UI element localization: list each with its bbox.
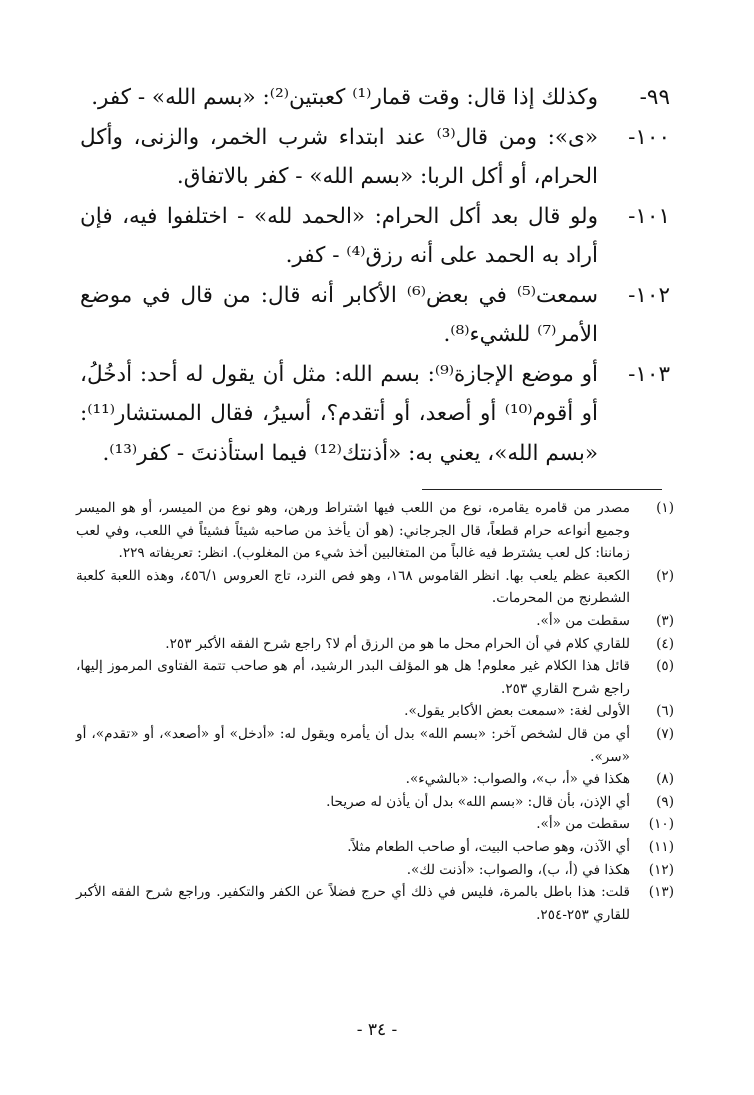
paragraph-text: «ى»: ومن قال⁽³⁾ عند ابتداء شرب الخمر، والزنى، وأكل الحرام، أو أكل الربا: «بسم الله» - كفر بالاتفاق. [80,124,598,189]
footnote-2 [76,565,674,610]
footnote-12 [76,859,674,882]
paragraph-number: ٩٩- [639,85,670,110]
footnote-1 [76,497,674,565]
footnote-text: قائل هذا الكلام غير معلوم! هل هو المؤلف البدر الرشيد، أم هو صاحب تتمة الفتاوى المرموز إليها، راجع شرح القاري ٢٥٣. [76,658,630,697]
footnote-number: (٧) [656,725,674,742]
paragraph-text: أو موضع الإجازة⁽⁹⁾: بسم الله: مثل أن يقول له أحد: أدخُلُ، أو أقوم⁽¹⁰⁾ أو أصعد، أو أتقدم؟، أسيرُ، فقال المستشار⁽¹¹⁾: «بسم الله»، يعني به: «أذنتك⁽¹²⁾ فيما استأذنتَ - كفر⁽¹³⁾. [80,361,599,466]
paragraph-number: ١٠٢- [628,282,670,308]
footnote-number: (١١) [648,838,674,855]
footnote-text: هكذا في «أ، ب»، والصواب: «بالشيء». [405,771,630,788]
footnote-text: مصدر من قامره يقامره، نوع من اللعب فيها اشتراط ورهن، وهو نوع من الميسر، أو هو الميسر وجميع أنواعه حرام قطعاً، قال الجرجاني: (هو أن يأخذ من صاحبه شيئاً فشيئاً في اللعب، وفي لعب زماننا: كل لعب يشترط فيه غالباً من المتغالبين أخذ شيء من المغلوب). انظر: تعريفاته ٢٢٩. [76,500,630,562]
footnote-text: الأولى لغة: «سمعت بعض الأكابر يقول». [404,703,630,720]
footnote-number: (١٠) [648,816,674,833]
footnote-text: أي من قال لشخص آخر: «بسم الله» بدل أن يأمره ويقول له: «أدخل» أو «أصعد»، أو «تقدم»، أو «سر». [76,725,630,765]
footnote-text: سقطت من «أ». [536,816,630,833]
footnote-text: أي الآذن، وهو صاحب البيت، أو صاحب الطعام مثلاً. [347,838,630,855]
footnote-7 [76,723,674,768]
footnote-number: (٥) [656,658,674,675]
page-number: - ٣٤ - [356,1020,398,1040]
footnote-number: (١٣) [648,884,674,901]
paragraph-101 [80,197,670,276]
paragraph-text: سمعت⁽⁵⁾ في بعض⁽⁶⁾ الأكابر أنه قال: من قال في موضع الأمر⁽⁷⁾ للشيء⁽⁸⁾. [80,282,598,347]
footnote-10 [76,813,674,836]
footnote-8 [76,768,674,791]
footnote-text: هكذا في (أ، ب)، والصواب: «أذنت لك». [406,861,630,878]
paragraph-number: ١٠٣- [628,361,670,387]
paragraph-number: ١٠٠- [628,124,670,150]
footnote-text: قلت: هذا باطل بالمرة، فليس في ذلك أي حرج فضلاً عن الكفر والتكفير. وراجع شرح الفقه الأكبر للقاري ٢٥٣-٢٥٤. [76,884,630,923]
footnote-number: (٢) [656,567,674,584]
footnote-number: (٦) [656,703,674,720]
footnote-6 [76,700,674,723]
paragraph-99 [80,78,670,118]
footnote-number: (١٢) [648,861,674,878]
paragraph-number: ١٠١- [628,203,670,229]
footnote-text: الكعبة عظم يلعب بها. انظر القاموس ١٦٨، وهو فص النرد، تاج العروس ٤٥٦/١، وهذه اللعبة كلعبة الشطرنج من المحرمات. [76,567,630,607]
footnote-number: (٣) [656,612,674,629]
main-text-block [80,78,670,473]
footnote-divider [422,489,662,490]
paragraph-103 [80,355,670,474]
footnote-number: (١) [656,500,674,516]
footnote-text: للقاري كلام في أن الحرام محل ما هو من الرزق أم لا؟ راجع شرح الفقه الأكبر ٢٥٣. [165,635,630,652]
footnote-4 [76,633,674,656]
footnote-number: (٨) [656,771,674,788]
footnote-5 [76,655,674,700]
paragraph-text: وكذلك إذا قال: وقت قمار⁽¹⁾ كعبتين⁽²⁾: «بسم الله» - كفر. [91,85,598,110]
footnote-9 [76,791,674,814]
footnote-3 [76,610,674,633]
footnote-text: سقطت من «أ». [536,612,630,629]
footnote-13 [76,881,674,926]
footnotes-block [76,497,674,926]
footnote-number: (٩) [656,793,674,810]
paragraph-102 [80,276,670,355]
footnote-text: أي الإذن، بأن قال: «بسم الله» بدل أن يأذن له صريحا. [326,793,630,810]
footnote-number: (٤) [656,635,674,652]
paragraph-text: ولو قال بعد أكل الحرام: «الحمد لله» - اختلفوا فيه، فإن أراد به الحمد على أنه رزق⁽⁴⁾ - كفر. [80,203,598,268]
paragraph-100 [80,118,670,197]
footnote-11 [76,836,674,859]
